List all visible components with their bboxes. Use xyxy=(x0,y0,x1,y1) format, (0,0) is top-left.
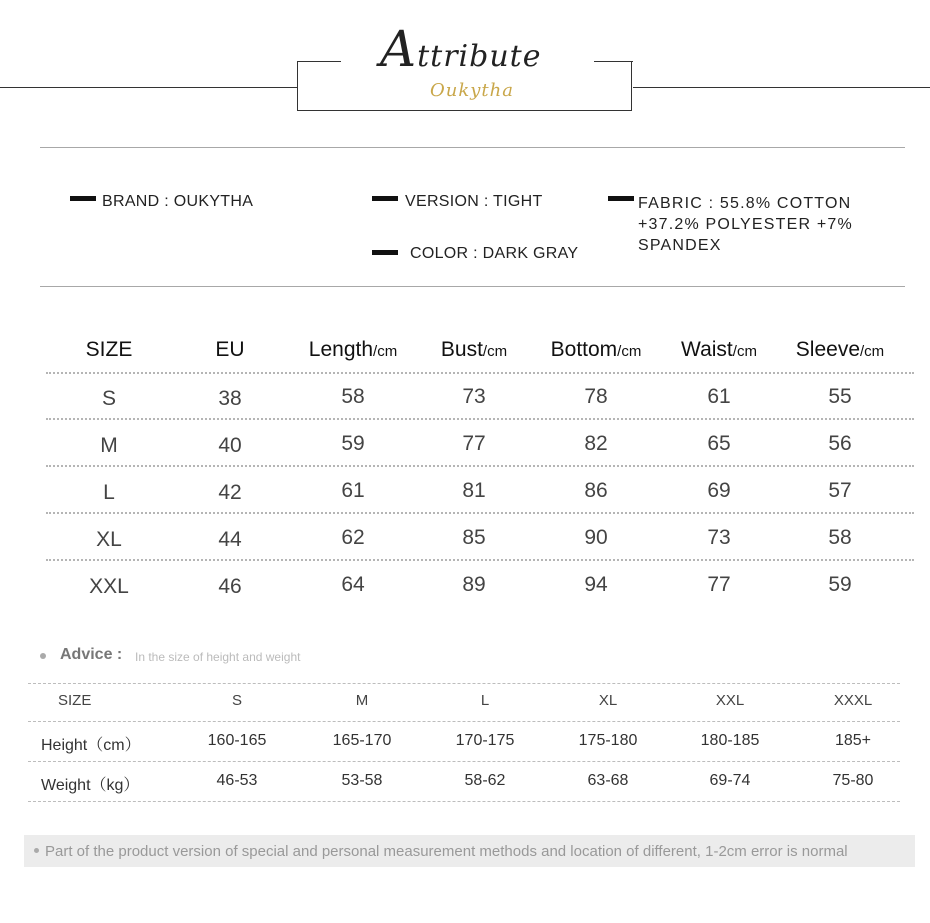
table-cell: 61 xyxy=(341,479,365,502)
size-header-cell xyxy=(649,338,789,362)
advice-cell: Weight（kg） xyxy=(41,777,140,794)
advice-cell: 75-80 xyxy=(832,772,874,789)
footer-bullet-icon xyxy=(34,848,39,853)
title-frame-top-right xyxy=(594,61,633,62)
advice-cell: XXXL xyxy=(833,692,873,709)
version-marker xyxy=(372,196,398,201)
size-header-name: Sleeve xyxy=(795,338,861,361)
brand-attribute: BRAND : OUKYTHA xyxy=(102,193,254,210)
color-marker xyxy=(372,250,398,255)
footer-note xyxy=(24,843,915,860)
advice-cell: M xyxy=(355,692,369,709)
advice-cell: L xyxy=(480,692,490,709)
advice-row xyxy=(28,763,900,803)
advice-cell: 180-185 xyxy=(700,732,760,749)
advice-cell: 63-68 xyxy=(587,772,629,789)
color-attribute: COLOR : DARK GRAY xyxy=(410,245,579,262)
table-cell: 89 xyxy=(462,573,486,596)
advice-cell: XXL xyxy=(715,692,745,709)
table-cell: XXL xyxy=(89,575,129,598)
advice-bullet-icon xyxy=(40,653,46,659)
table-cell: 82 xyxy=(584,432,608,455)
size-header-unit: /cm xyxy=(373,343,398,360)
table-cell: 56 xyxy=(828,432,852,455)
table-cell: 58 xyxy=(828,526,852,549)
size-header-name: Length xyxy=(308,338,374,361)
table-cell: 85 xyxy=(462,526,486,549)
advice-row xyxy=(28,723,900,763)
size-chart-header xyxy=(46,330,914,373)
fabric-marker xyxy=(608,196,634,201)
table-cell: 38 xyxy=(218,387,242,410)
advice-note: In the size of height and weight xyxy=(135,650,301,664)
advice-cell: 185+ xyxy=(834,732,872,749)
brand-marker xyxy=(70,196,96,201)
table-row xyxy=(46,514,914,561)
size-header-name: Bust xyxy=(440,338,483,361)
table-cell: 40 xyxy=(218,434,242,457)
size-header-cell xyxy=(160,338,300,362)
table-cell: 90 xyxy=(584,526,608,549)
table-cell: M xyxy=(100,434,118,457)
table-cell: 81 xyxy=(462,479,486,502)
size-header-name: EU xyxy=(215,338,245,361)
size-chart-table xyxy=(46,330,914,608)
table-cell: 94 xyxy=(584,573,608,596)
advice-label: Advice : xyxy=(60,646,123,663)
size-chart-body xyxy=(46,373,914,608)
table-cell: 61 xyxy=(707,385,731,408)
table-row xyxy=(46,467,914,514)
advice-cell: 170-175 xyxy=(455,732,515,749)
advice-cell: 160-165 xyxy=(207,732,267,749)
title-frame-top-left xyxy=(297,61,341,62)
advice-cell: 53-58 xyxy=(341,772,383,789)
title-cap: A xyxy=(380,20,418,78)
table-cell: 55 xyxy=(828,385,852,408)
separator-bottom xyxy=(40,286,905,287)
size-header-name: SIZE xyxy=(85,338,133,361)
size-header-cell xyxy=(404,338,544,362)
separator-top xyxy=(40,147,905,148)
advice-cell: 69-74 xyxy=(709,772,751,789)
advice-cell: 46-53 xyxy=(216,772,258,789)
table-cell: L xyxy=(103,481,115,504)
table-cell: 65 xyxy=(707,432,731,455)
size-header-unit: /cm xyxy=(732,343,757,360)
advice-divider xyxy=(28,761,900,762)
advice-cell: SIZE xyxy=(58,692,92,709)
table-cell: 44 xyxy=(218,528,242,551)
table-cell: 59 xyxy=(828,573,852,596)
table-row xyxy=(46,561,914,608)
table-cell: 73 xyxy=(707,526,731,549)
size-header-name: Bottom xyxy=(550,338,618,361)
brand-subtitle: Oukytha xyxy=(430,80,514,101)
size-header-name: Waist xyxy=(681,338,733,361)
table-cell: 64 xyxy=(341,573,365,596)
size-header-unit: /cm xyxy=(860,343,885,360)
advice-cell: 175-180 xyxy=(578,732,638,749)
table-row xyxy=(46,420,914,467)
header-line-right xyxy=(633,87,930,88)
advice-cell: XL xyxy=(598,692,618,709)
table-cell: XL xyxy=(96,528,122,551)
advice-cell: 165-170 xyxy=(332,732,392,749)
advice-divider xyxy=(28,801,900,802)
footer-note-text: Part of the product version of special and personal measurement methods and location of different, 1-2cm error is normal xyxy=(45,843,848,860)
advice-table xyxy=(28,683,900,803)
version-attribute: VERSION : TIGHT xyxy=(405,193,543,210)
size-header-cell xyxy=(39,338,179,362)
table-cell: 46 xyxy=(218,575,242,598)
table-cell: 62 xyxy=(341,526,365,549)
table-cell: 58 xyxy=(341,385,365,408)
table-cell: 59 xyxy=(341,432,365,455)
table-cell: S xyxy=(101,387,116,410)
table-cell: 57 xyxy=(828,479,852,502)
table-cell: 42 xyxy=(218,481,242,504)
page-title xyxy=(380,20,580,78)
title-rest: ttribute xyxy=(417,39,542,74)
table-row xyxy=(46,373,914,420)
table-cell: 86 xyxy=(584,479,608,502)
table-cell: 77 xyxy=(707,573,731,596)
advice-row xyxy=(28,683,900,723)
table-cell: 78 xyxy=(584,385,608,408)
size-header-unit: /cm xyxy=(482,343,508,360)
header-line-left xyxy=(0,87,297,88)
advice-cell: Height（cm） xyxy=(41,737,141,754)
table-cell: 77 xyxy=(462,432,486,455)
advice-cell: S xyxy=(231,692,242,709)
size-header-cell xyxy=(770,338,910,362)
fabric-attribute: FABRIC : 55.8% COTTON +37.2% POLYESTER +7% SPANDEX xyxy=(638,195,853,254)
table-cell: 73 xyxy=(462,385,486,408)
size-header-cell xyxy=(526,338,666,362)
size-header-cell xyxy=(283,338,423,362)
table-cell: 69 xyxy=(707,479,731,502)
advice-divider xyxy=(28,721,900,722)
size-header-unit: /cm xyxy=(617,343,642,360)
advice-cell: 58-62 xyxy=(464,772,506,789)
